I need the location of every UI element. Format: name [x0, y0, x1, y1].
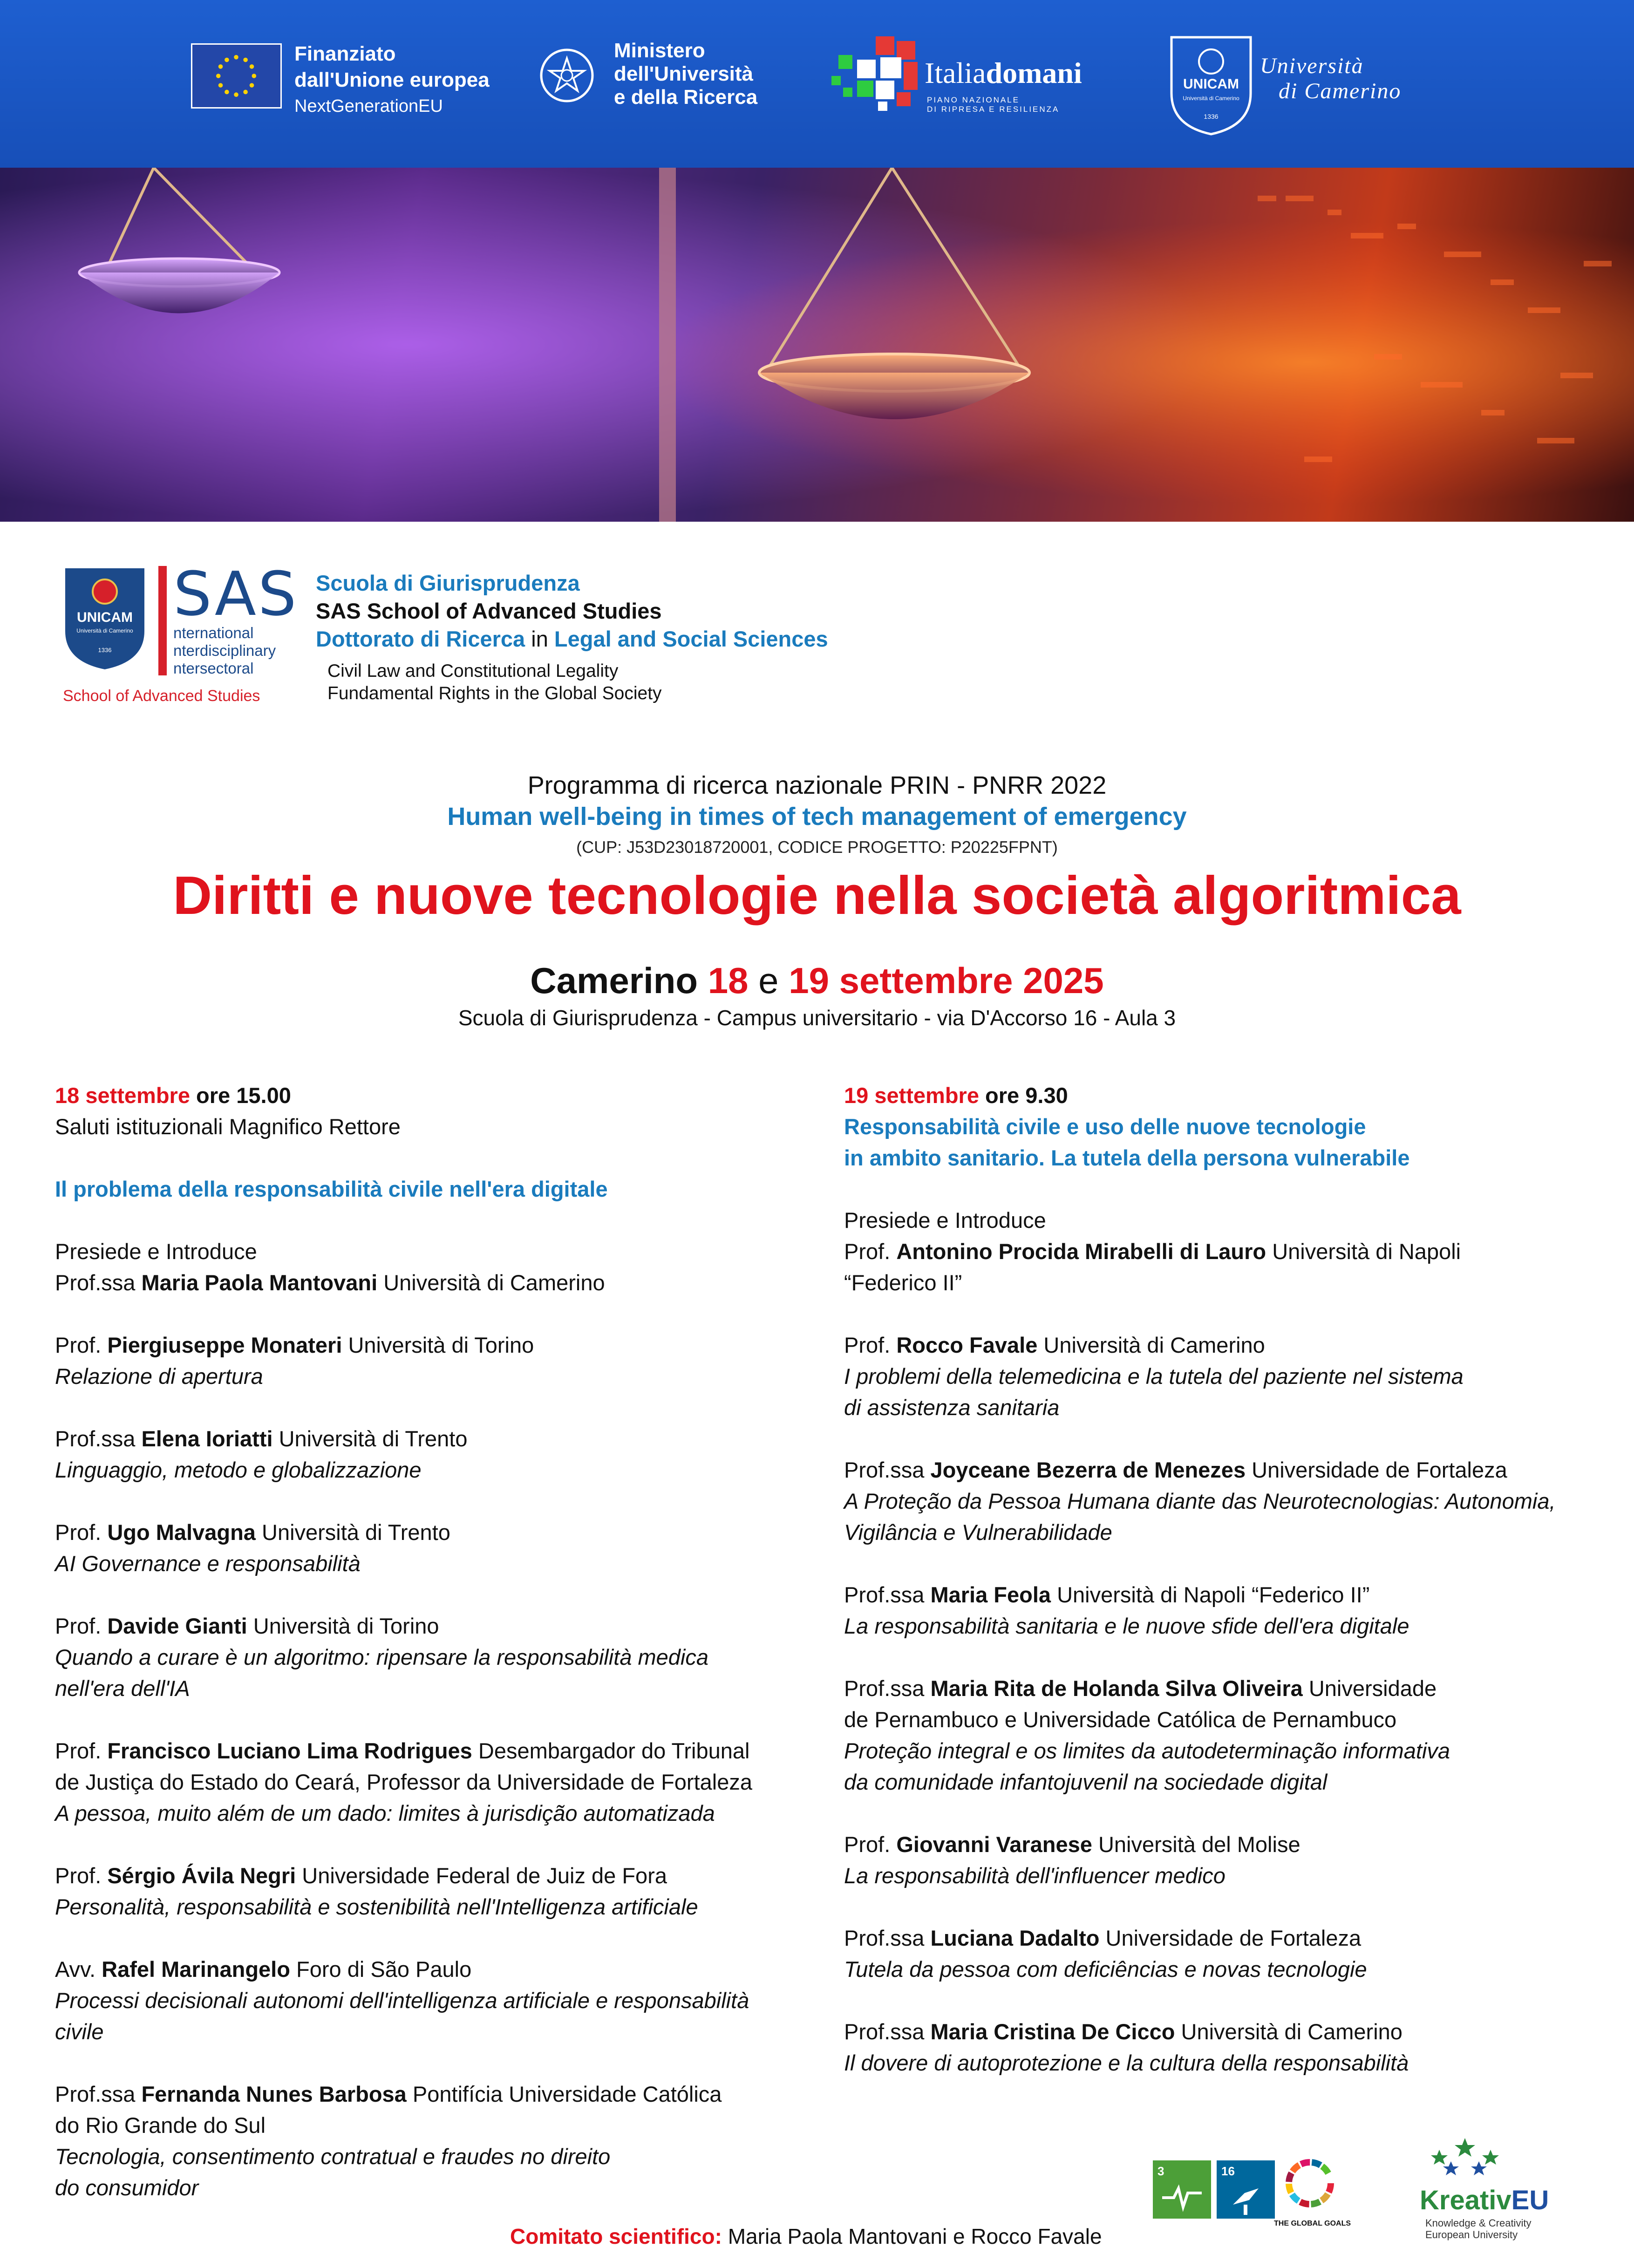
track-fundamental-rights: Fundamental Rights in the Global Society — [327, 683, 662, 703]
speaker-affiliation-cont: do Rio Grande do Sul — [55, 2113, 266, 2138]
sdg-3-number: 3 — [1157, 2164, 1164, 2178]
talk-speaker — [55, 1735, 824, 1766]
talk-topic-cont: di assistenza sanitaria — [844, 1395, 1060, 1420]
talk-topic: Tecnologia, consentimento contratual e fraudes no direito — [55, 2144, 611, 2169]
phd-label: Dottorato di Ricerca — [316, 627, 525, 651]
sas-word: SAS — [173, 558, 299, 629]
talk-topic-cont: do consumidor — [55, 2175, 199, 2200]
talk-topic: Linguaggio, metodo e globalizzazione — [55, 1458, 422, 1482]
day-1-greetings: Saluti istituzionali Magnifico Rettore — [55, 1114, 401, 1139]
eu-line-2: dall'Unione europea — [294, 68, 490, 91]
sas-red-bar — [158, 566, 167, 675]
speaker-affiliation: Università di Camerino — [1037, 1333, 1265, 1357]
event-conj: e — [748, 960, 789, 1001]
phd-tracks — [327, 660, 662, 705]
ministry-line-1: Ministero — [614, 39, 705, 62]
talk-speaker — [55, 1610, 824, 1641]
talk-speaker — [844, 1673, 1599, 1704]
talk-speaker — [55, 1517, 824, 1548]
talk-speaker — [55, 1423, 824, 1454]
school-name: Scuola di Giurisprudenza — [316, 571, 580, 595]
sas-descriptors — [173, 624, 276, 677]
speaker-title: Prof.ssa — [55, 1426, 142, 1451]
sas-logo — [173, 558, 299, 629]
phd-program: Legal and Social Sciences — [554, 627, 828, 651]
speaker-name: Fernanda Nunes Barbosa — [141, 2082, 407, 2106]
speaker-name: Luciana Dadalto — [930, 1926, 1100, 1950]
chair-title: Prof.ssa — [55, 1270, 142, 1295]
ministry-line-2: dell'Università — [614, 62, 754, 85]
unicam-word-line-2: di Camerino — [1279, 79, 1402, 103]
talk-speaker — [844, 1922, 1599, 1954]
sas-line-interdisciplinary: nterdisciplinary — [173, 642, 276, 659]
global-goals-wheel-icon — [1279, 2154, 1341, 2220]
day-2-programme — [844, 1080, 1599, 2078]
day-1-programme — [55, 1080, 824, 2203]
track-civil-law: Civil Law and Constitutional Legality — [327, 661, 619, 681]
speaker-affiliation: Desembargador do Tribunal — [472, 1738, 750, 1763]
talk-topic: Quando a curare è un algoritmo: ripensare la responsabilità medica — [55, 1645, 708, 1669]
talk-topic: A pessoa, muito além de um dado: limites à jurisdição automatizada — [55, 1801, 715, 1825]
hero-banner-scales-image — [0, 168, 1634, 522]
domani-word: domani — [986, 56, 1082, 89]
sdg-3-health-icon — [1153, 2160, 1211, 2219]
talk-speaker — [55, 1860, 824, 1891]
speaker-affiliation-cont: de Pernambuco e Universidade Católica de Pernambuco — [844, 1707, 1397, 1732]
talk-topic: I problemi della telemedicina e la tutela del paziente nel sistema — [844, 1364, 1464, 1389]
talk-topic-cont: nell'era dell'IA — [55, 1676, 190, 1701]
speaker-name: Giovanni Varanese — [896, 1832, 1092, 1857]
speaker-affiliation: Università di Trento — [255, 1520, 450, 1545]
speaker-title: Prof.ssa — [844, 1458, 931, 1482]
event-day-2: 19 settembre 2025 — [789, 960, 1104, 1001]
talk-topic: Il dovere di autoprotezione e la cultura della responsabilità — [844, 2050, 1409, 2075]
crest-name: UNICAM — [77, 610, 133, 625]
day-2-header — [844, 1080, 1599, 1111]
day-1-chair-label: Presiede e Introduce — [55, 1239, 257, 1264]
theme-line: Human well-being in times of tech management of emergency — [447, 803, 1187, 831]
day-2-chair — [844, 1236, 1599, 1267]
eu-funding-text — [294, 41, 490, 119]
day-2-time: ore 9.30 — [979, 1083, 1068, 1108]
speaker-affiliation: Universidade de Fortaleza — [1246, 1458, 1507, 1482]
speaker-name: Sérgio Ávila Negri — [107, 1863, 296, 1888]
sas-line-intersectoral: ntersectoral — [173, 660, 254, 677]
chair-name: Maria Paola Mantovani — [141, 1270, 378, 1295]
speaker-title: Prof.ssa — [55, 2082, 142, 2106]
chair-affiliation: Università di Camerino — [377, 1270, 605, 1295]
speaker-affiliation: Università di Napoli “Federico II” — [1051, 1582, 1370, 1607]
speaker-title: Prof. — [55, 1333, 108, 1357]
speaker-affiliation: Università di Torino — [342, 1333, 534, 1357]
shield-year: 1336 — [1204, 113, 1219, 120]
eu-line-1: Finanziato — [294, 42, 396, 65]
speaker-affiliation: Università di Trento — [272, 1426, 468, 1451]
unicam-word-line-1: Università — [1260, 54, 1364, 78]
school-block — [316, 569, 828, 653]
speaker-name: Elena Ioriatti — [141, 1426, 273, 1451]
speaker-title: Prof.ssa — [844, 1582, 931, 1607]
chair-name: Antonino Procida Mirabelli di Lauro — [896, 1239, 1266, 1264]
speaker-name: Piergiuseppe Monateri — [107, 1333, 342, 1357]
speaker-affiliation: Pontifícia Universidade Católica — [406, 2082, 722, 2106]
italia-domani-mark-icon — [829, 36, 922, 113]
speaker-affiliation: Universidade — [1302, 1676, 1437, 1701]
day-1-time: ore 15.00 — [190, 1083, 291, 1108]
committee-label: Comitato scientifico: — [510, 2224, 722, 2248]
ministry-text — [614, 39, 757, 109]
event-city: Camerino — [530, 960, 708, 1001]
kreativ-eu-stars-icon — [1421, 2136, 1509, 2187]
speaker-name: Maria Cristina De Cicco — [930, 2019, 1175, 2044]
chair-affiliation-cont: “Federico II” — [844, 1270, 962, 1295]
sas-line-international: nternational — [173, 624, 254, 641]
eu-line-3: NextGenerationEU — [294, 96, 443, 116]
crest-sub: Università di Camerino — [76, 627, 133, 634]
talk-speaker — [55, 2078, 824, 2110]
programme-line: Programma di ricerca nazionale PRIN - PNRR 2022 — [527, 771, 1107, 799]
italia-word: Italia — [925, 56, 986, 89]
sdg-16-peace-icon — [1217, 2160, 1275, 2219]
day-2-chair-label: Presiede e Introduce — [844, 1208, 1046, 1233]
speaker-affiliation: Università di Torino — [247, 1614, 439, 1638]
talk-topic-cont: civile — [55, 2019, 104, 2044]
speaker-title: Avv. — [55, 1957, 102, 1982]
day-2-date: 19 settembre — [844, 1083, 979, 1108]
talk-topic: La responsabilità dell'influencer medico — [844, 1863, 1226, 1888]
talk-topic: Relazione di apertura — [55, 1364, 263, 1389]
speaker-title: Prof.ssa — [844, 1676, 931, 1701]
shield-sub: Università di Camerino — [1183, 95, 1239, 102]
day-1-date: 18 settembre — [55, 1083, 190, 1108]
talk-topic: A Proteção da Pessoa Humana diante das Neurotecnologias: Autonomia, — [844, 1489, 1556, 1513]
kreativ-sub-line-1: Knowledge & Creativity — [1425, 2217, 1532, 2229]
ministry-line-3: e della Ricerca — [614, 86, 758, 109]
global-goals-label: THE GLOBAL GOALS — [1274, 2220, 1351, 2227]
cup-line: (CUP: J53D23018720001, CODICE PROGETTO: P20225FPNT) — [576, 838, 1058, 857]
chair-title: Prof. — [844, 1239, 897, 1264]
day-2-session-title-cont: in ambito sanitario. La tutela della persona vulnerabile — [844, 1145, 1410, 1170]
scientific-committee — [510, 2224, 1102, 2249]
talk-topic: Proteção integral e os limites da autodeterminação informativa — [844, 1738, 1450, 1763]
speaker-affiliation: Universidade de Fortaleza — [1099, 1926, 1362, 1950]
talk-speaker — [844, 1329, 1599, 1361]
day-2-session-title: Responsabilità civile e uso delle nuove tecnologie — [844, 1114, 1366, 1139]
talk-topic: Personalità, responsabilità e sostenibilità nell'Intelligenza artificiale — [55, 1894, 698, 1919]
speaker-name: Maria Rita de Holanda Silva Oliveira — [930, 1676, 1303, 1701]
shield-name: UNICAM — [1183, 76, 1239, 92]
chair-affiliation: Università di Napoli — [1266, 1239, 1461, 1264]
talk-speaker — [844, 1454, 1599, 1485]
committee-names: Maria Paola Mantovani e Rocco Favale — [722, 2224, 1102, 2248]
italia-domani-subtitle — [927, 95, 1059, 114]
kreativ-eu-wordmark — [1420, 2185, 1549, 2216]
speaker-title: Prof. — [844, 1832, 897, 1857]
speaker-name: Davide Gianti — [107, 1614, 247, 1638]
sas-caption: School of Advanced Studies — [63, 687, 260, 705]
italia-domani-title — [925, 56, 1082, 90]
talk-topic-cont: da comunidade infantojuvenil na sociedade digital — [844, 1770, 1328, 1794]
talk-speaker — [844, 1579, 1599, 1610]
phd-line — [316, 625, 828, 653]
eu-flag-icon — [191, 43, 282, 109]
talk-topic-cont: Vigilância e Vulnerabilidade — [844, 1520, 1112, 1545]
speaker-name: Rocco Favale — [896, 1333, 1038, 1357]
page-title: Diritti e nuove tecnologie nella società algoritmica — [173, 865, 1461, 926]
speaker-title: Prof. — [55, 1614, 108, 1638]
speaker-affiliation: Foro di São Paulo — [290, 1957, 472, 1982]
talk-topic: AI Governance e responsabilità — [55, 1551, 361, 1576]
crest-year: 1336 — [98, 647, 112, 654]
speaker-affiliation: Universidade Federal de Juiz de Fora — [296, 1863, 667, 1888]
sdg-16-number: 16 — [1221, 2164, 1235, 2178]
speaker-title: Prof. — [55, 1520, 108, 1545]
speaker-affiliation: Università di Camerino — [1175, 2019, 1403, 2044]
speaker-title: Prof.ssa — [844, 2019, 931, 2044]
speaker-title: Prof. — [844, 1333, 897, 1357]
speaker-title: Prof. — [55, 1863, 108, 1888]
day-1-session-title: Il problema della responsabilità civile nell'era digitale — [55, 1177, 608, 1201]
speaker-affiliation: Università del Molise — [1092, 1832, 1300, 1857]
talk-topic: Processi decisionali autonomi dell'intelligenza artificiale e responsabilità — [55, 1988, 749, 2013]
kreativ-sub-line-2: European University — [1425, 2229, 1518, 2241]
kreativ-eu-subtitle — [1425, 2217, 1531, 2241]
talk-topic: Tutela da pessoa com deficiências e novas tecnologie — [844, 1957, 1367, 1982]
day-1-chair — [55, 1267, 824, 1298]
phd-in: in — [525, 627, 554, 651]
italia-sub-line-1: PIANO NAZIONALE — [927, 95, 1020, 104]
talk-speaker — [844, 2016, 1599, 2047]
unicam-shield-icon — [1167, 33, 1255, 137]
speaker-name: Maria Feola — [930, 1582, 1051, 1607]
speaker-title: Prof.ssa — [844, 1926, 931, 1950]
event-date-line — [0, 960, 1634, 1002]
unicam-wordmark — [1260, 54, 1401, 104]
speaker-name: Rafel Marinangelo — [102, 1957, 290, 1982]
italian-republic-emblem-icon — [538, 47, 596, 105]
italia-sub-line-2: DI RIPRESA E RESILIENZA — [927, 105, 1060, 114]
speaker-name: Joyceane Bezerra de Menezes — [930, 1458, 1246, 1482]
venue-line: Scuola di Giurisprudenza - Campus universitario - via D'Accorso 16 - Aula 3 — [458, 1006, 1176, 1030]
speaker-affiliation-cont: de Justiça do Estado do Ceará, Professor da Universidade de Fortaleza — [55, 1770, 753, 1794]
header-band — [0, 0, 1634, 168]
talk-speaker — [55, 1329, 824, 1361]
talk-speaker — [55, 1954, 824, 1985]
speaker-name: Francisco Luciano Lima Rodrigues — [107, 1738, 472, 1763]
kreativ-eu: EU — [1511, 2185, 1549, 2215]
talk-speaker — [844, 1829, 1599, 1860]
kreativ-word: Kreativ — [1420, 2185, 1511, 2215]
unicam-crest-icon — [63, 566, 147, 671]
speaker-name: Ugo Malvagna — [107, 1520, 256, 1545]
talk-topic: La responsabilità sanitaria e le nuove sfide dell'era digitale — [844, 1614, 1409, 1638]
day-1-header — [55, 1080, 824, 1111]
speaker-title: Prof. — [55, 1738, 108, 1763]
event-day-1: 18 — [708, 960, 749, 1001]
sas-full-name: SAS School of Advanced Studies — [316, 599, 662, 623]
